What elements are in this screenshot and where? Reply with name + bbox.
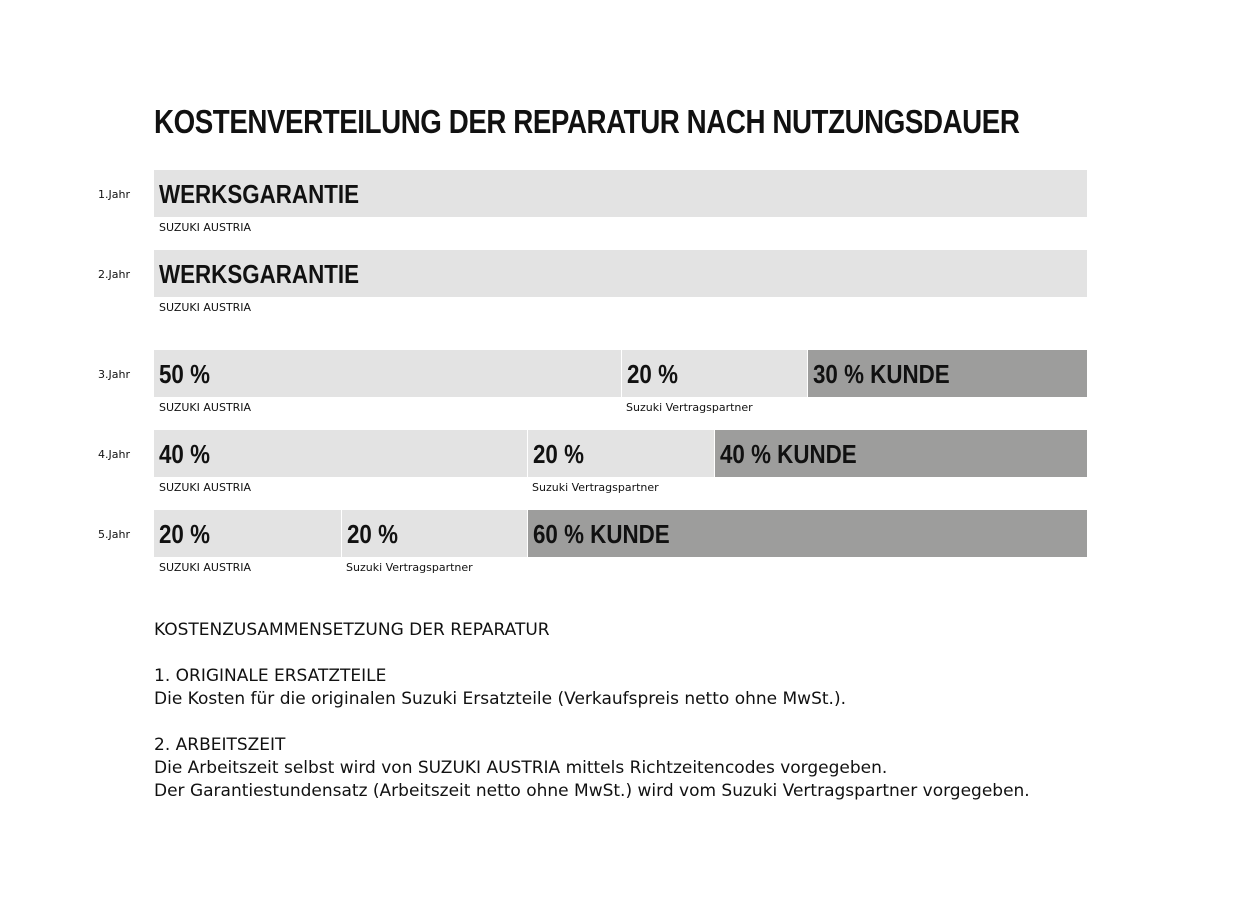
notes-heading: KOSTENZUSAMMENSETZUNG DER REPARATUR <box>154 620 550 640</box>
warranty-share-bar <box>154 350 621 397</box>
year-label: 2.Jahr <box>98 268 130 281</box>
warranty-share-bar <box>621 350 807 397</box>
year-label: 5.Jahr <box>98 528 130 541</box>
bar-value-label: WERKSGARANTIE <box>159 179 360 209</box>
bar-value-label: 50 % <box>159 359 210 389</box>
customer-share-bar <box>527 510 1087 557</box>
bar-value-label: 20 % <box>159 519 210 549</box>
bar-value-label: 20 % <box>627 359 678 389</box>
customer-share-bar <box>807 350 1087 397</box>
warranty-share-bar <box>154 250 1087 297</box>
bar-value-label: 20 % <box>347 519 398 549</box>
customer-share-bar <box>714 430 1087 477</box>
payer-label: Suzuki Vertragspartner <box>626 401 753 414</box>
item1-text: Die Kosten für die originalen Suzuki Ersatzteile (Verkaufspreis netto ohne MwSt.). <box>154 689 846 709</box>
bar-value-label: 40 % KUNDE <box>720 439 857 469</box>
item2-text-line2: Der Garantiestundensatz (Arbeitszeit netto ohne MwSt.) wird vom Suzuki Vertragspartner vorgegeben. <box>154 781 1030 801</box>
warranty-share-bar <box>154 510 341 557</box>
year-label: 1.Jahr <box>98 188 130 201</box>
payer-label: Suzuki Vertragspartner <box>532 481 659 494</box>
chart-title: KOSTENVERTEILUNG DER REPARATUR NACH NUTZUNGSDAUER <box>154 103 1020 140</box>
year-label: 4.Jahr <box>98 448 130 461</box>
bar-value-label: 20 % <box>533 439 584 469</box>
item2-title: 2. ARBEITSZEIT <box>154 735 286 755</box>
cost-composition-notes <box>154 619 1134 803</box>
warranty-share-bar <box>341 510 527 557</box>
bar-value-label: 60 % KUNDE <box>533 519 670 549</box>
item2-text-line1: Die Arbeitszeit selbst wird von SUZUKI AUSTRIA mittels Richtzeitencodes vorgegeben. <box>154 758 888 778</box>
warranty-share-bar <box>527 430 714 477</box>
year-label: 3.Jahr <box>98 368 130 381</box>
payer-label: SUZUKI AUSTRIA <box>159 221 252 234</box>
payer-label: SUZUKI AUSTRIA <box>159 401 252 414</box>
bar-value-label: 40 % <box>159 439 210 469</box>
warranty-share-bar <box>154 170 1087 217</box>
payer-label: SUZUKI AUSTRIA <box>159 561 252 574</box>
bar-value-label: WERKSGARANTIE <box>159 259 360 289</box>
warranty-share-bar <box>154 430 527 477</box>
payer-label: SUZUKI AUSTRIA <box>159 301 252 314</box>
item1-title: 1. ORIGINALE ERSATZTEILE <box>154 666 387 686</box>
payer-label: Suzuki Vertragspartner <box>346 561 473 574</box>
bar-value-label: 30 % KUNDE <box>813 359 950 389</box>
payer-label: SUZUKI AUSTRIA <box>159 481 252 494</box>
